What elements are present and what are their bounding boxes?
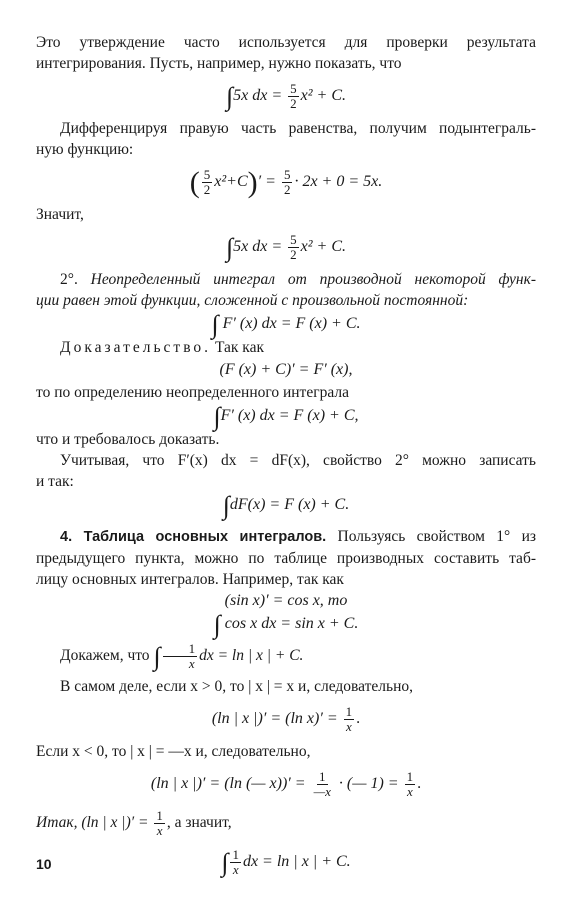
paragraph-line: что и требовалось доказать. <box>36 431 220 448</box>
formula-proof: (F (x) + C)′ = F′ (x), <box>219 361 353 378</box>
paragraph-line: ции равен этой функции, сложенной с произвольной постоянной: <box>36 292 469 309</box>
paragraph-line: Итак, (ln | x |)′ = $\frac{1}{x}$ , а значит, <box>36 807 232 838</box>
formula-property-2: ∫ F′ (x) dx = F (x) + C. <box>211 310 361 339</box>
formula-cos: ∫ cos x dx = sin x + C. <box>213 610 359 639</box>
paragraph-line: Это утверждение часто используется для проверки результата <box>36 34 536 51</box>
integral-sign: ∫ <box>226 82 234 111</box>
paragraph-line: лицу основных интегралов. Например, так как <box>36 571 344 588</box>
paragraph-line: Значит, <box>36 206 84 223</box>
formula-ln-negative: (ln | x |)′ = (ln (— x))′ = $\frac{1}{—x}$ · (— 1) = $\frac{1}{x}$ . <box>150 768 422 799</box>
paragraph-line: предыдущего пункта, можно по таблице производных составить таб- <box>36 550 536 567</box>
page-number: 10 <box>36 856 52 872</box>
paragraph-line: ную функцию: <box>36 141 134 158</box>
formula-ln-positive: (ln | x |)′ = (ln x)′ = $\frac{1}{x}$ . <box>211 703 361 734</box>
paragraph-line: и так: <box>36 473 74 490</box>
formula-derivative: ( $\frac{5}{2}$ x²+C)′ = $\frac{5}{2}$ · 2x + 0 = 5x. <box>189 166 383 199</box>
paragraph-line: Если x < 0, то | x | = —x и, следовательно, <box>36 743 311 760</box>
section-heading-line: 4. Таблица основных интегралов. Пользуясь свойством 1° из <box>60 528 537 545</box>
property-heading: 2°. Неопределенный интеграл от производной некоторой функ- <box>60 271 537 288</box>
formula-dF: ∫dF(x) = F (x) + C. <box>222 491 350 520</box>
paragraph-line: Учитывая, что F′(x) dx = dF(x), свойство 2° можно записать <box>60 452 536 469</box>
formula-sin: (sin x)′ = cos x, то <box>224 592 348 609</box>
formula-ln-result: ∫ $\frac{1}{x}$ dx = ln | x | + C. <box>221 846 351 877</box>
paragraph-line: Докажем, что ∫ $\frac{1}{x}$ dx = ln | x | + C. <box>60 640 304 671</box>
paragraph-line: В самом деле, если x > 0, то | x | = x и, следовательно, <box>60 678 413 695</box>
paragraph-line: Дифференцируя правую часть равенства, получим подынтеграль- <box>60 120 536 137</box>
proof-line: Доказательство. Так как <box>60 339 265 356</box>
paragraph-line: интегрирования. Пусть, например, нужно показать, что <box>36 55 402 72</box>
formula-integral-5x: ∫5x dx = $\frac{5}{2}$ x² + C. <box>226 80 346 111</box>
formula-integral-5x-result: ∫5x dx = $\frac{5}{2}$ x² + C. <box>226 231 346 262</box>
fraction: $\frac{5}{2}$ <box>290 80 297 111</box>
formula-definition: ∫F′ (x) dx = F (x) + C, <box>213 402 359 431</box>
paragraph-line: то по определению неопределенного интеграла <box>36 384 349 401</box>
